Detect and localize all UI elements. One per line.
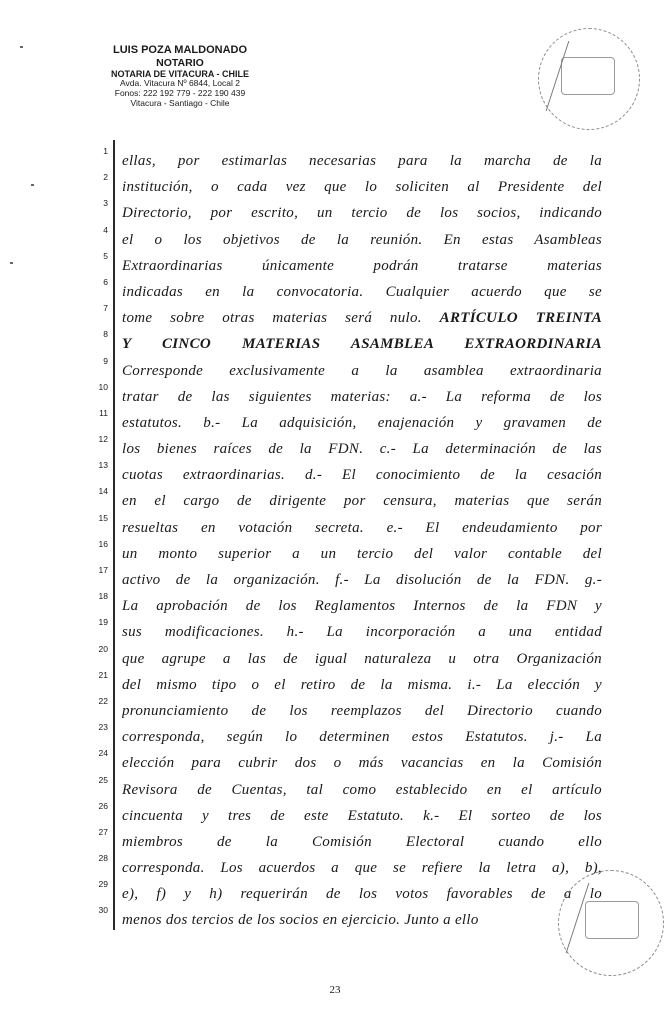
document-line xyxy=(122,541,602,567)
signature-scribble xyxy=(566,883,650,953)
line-text: indicadas en la convocatoria. Cualquier acuerdo que se xyxy=(122,283,602,300)
document-line xyxy=(122,646,602,672)
notary-header xyxy=(92,44,268,108)
article-heading: Y CINCO MATERIAS ASAMBLEA EXTRAORDINARIA xyxy=(122,336,602,353)
line-number-column xyxy=(88,146,108,932)
line-number: 22 xyxy=(98,695,108,706)
line-number: 26 xyxy=(98,800,108,811)
signature-scribble xyxy=(546,41,630,111)
notary-role: NOTARIO xyxy=(156,56,204,69)
line-number: 8 xyxy=(103,329,108,340)
line-number: 24 xyxy=(98,748,108,759)
line-text: cincuenta y tres de este Estatuto. k.- El sorteo de los xyxy=(122,807,602,824)
notary-seal-stamp-bottom xyxy=(558,870,664,976)
line-number: 20 xyxy=(98,643,108,654)
document-line xyxy=(122,148,602,174)
line-text: elección para cubrir dos o más vacancias en la Comisión xyxy=(122,755,602,772)
line-text: activo de la organización. f.- La disolución de la FDN. g.- xyxy=(122,572,602,588)
scan-speck xyxy=(20,46,23,48)
document-line xyxy=(122,672,602,698)
notary-seal-stamp xyxy=(538,28,640,130)
line-number: 5 xyxy=(103,250,108,261)
line-number: 4 xyxy=(103,224,108,235)
document-line xyxy=(122,462,602,488)
document-line xyxy=(122,750,602,776)
document-line xyxy=(122,724,602,750)
document-line xyxy=(122,200,602,226)
line-number: 23 xyxy=(98,722,108,733)
line-text: corresponda, según lo determinen estos Estatutos. j.- La xyxy=(122,729,602,746)
document-line xyxy=(122,305,602,331)
document-line xyxy=(122,384,602,410)
document-line xyxy=(122,619,602,645)
line-number: 25 xyxy=(98,774,108,785)
line-number: 19 xyxy=(98,617,108,628)
document-line xyxy=(122,777,602,803)
line-text: Corresponde exclusivamente a la asamblea extraordinaria xyxy=(122,362,602,379)
line-text: tome sobre otras materias será nulo. xyxy=(122,310,422,327)
document-line xyxy=(122,567,602,593)
line-text: menos dos tercios de los socios en ejercicio. Junto a ello xyxy=(122,912,479,929)
notary-city: Vitacura - Santiago - Chile xyxy=(130,97,230,108)
document-line xyxy=(122,174,602,200)
document-line xyxy=(122,803,602,829)
line-text: resueltas en votación secreta. e.- El endeudamiento por xyxy=(122,519,602,536)
line-number: 10 xyxy=(98,381,108,392)
document-line xyxy=(122,436,602,462)
line-number: 14 xyxy=(98,486,108,497)
line-number: 1 xyxy=(103,146,108,156)
notary-name: LUIS POZA MALDONADO xyxy=(112,44,248,56)
line-number: 21 xyxy=(98,669,108,680)
document-line xyxy=(122,593,602,619)
line-text: institución, o cada vez que lo soliciten al Presidente del xyxy=(122,179,602,196)
line-text: en el cargo de dirigente por censura, materias que serán xyxy=(122,493,602,510)
line-number: 17 xyxy=(98,565,108,575)
line-text: que agrupe a las de igual naturaleza u otra Organización xyxy=(122,650,602,667)
article-heading: ARTÍCULO TREINTA xyxy=(439,310,602,327)
line-text: del mismo tipo o el retiro de la misma. i.- La elección y xyxy=(122,676,602,693)
line-number: 13 xyxy=(98,460,108,471)
line-text: miembros de la Comisión Electoral cuando ello xyxy=(122,833,602,850)
line-text: corresponda. Los acuerdos a que se refiere la letra a), b), xyxy=(122,860,602,877)
document-line xyxy=(122,358,602,384)
document-line xyxy=(122,698,602,724)
line-number: 27 xyxy=(98,826,108,837)
line-number: 7 xyxy=(103,303,108,314)
line-text: los bienes raíces de la FDN. c.- La determinación de las xyxy=(122,441,602,458)
line-text: tratar de las siguientes materias: a.- La reforma de los xyxy=(122,388,602,405)
line-number: 3 xyxy=(103,198,108,209)
line-text: ellas, por estimarlas necesarias para la marcha de la xyxy=(122,153,602,169)
line-text: pronunciamiento de los reemplazos del Directorio cuando xyxy=(122,702,602,719)
document-body xyxy=(122,148,602,934)
notary-address: Avda. Vitacura Nº 6844, Local 2 xyxy=(120,78,240,89)
document-line xyxy=(122,855,602,881)
line-number: 29 xyxy=(98,879,108,890)
line-text: Directorio, por escrito, un tercio de los socios, indicando xyxy=(122,205,602,222)
line-number: 30 xyxy=(98,905,108,916)
line-text: e), f) y h) requerirán de los votos favorables de a lo xyxy=(122,886,602,903)
line-number: 9 xyxy=(103,355,108,366)
line-text: estatutos. b.- La adquisición, enajenación y gravamen de xyxy=(122,414,602,431)
line-text: sus modificaciones. h.- La incorporación a una entidad xyxy=(122,624,602,641)
line-number: 15 xyxy=(98,512,108,523)
line-number: 18 xyxy=(98,591,108,602)
line-text: Revisora de Cuentas, tal como establecido en el artículo xyxy=(122,781,602,798)
line-text: el o los objetivos de la reunión. En estas Asambleas xyxy=(122,231,602,248)
document-line xyxy=(122,227,602,253)
line-text: La aprobación de los Reglamentos Internos de la FDN y xyxy=(122,598,602,615)
document-line xyxy=(122,331,602,357)
line-number: 12 xyxy=(98,434,108,445)
scan-speck xyxy=(10,262,13,264)
document-line xyxy=(122,515,602,541)
line-number: 16 xyxy=(98,538,108,549)
margin-rule xyxy=(113,140,115,930)
document-line xyxy=(122,907,602,933)
document-line xyxy=(122,253,602,279)
line-number: 11 xyxy=(99,407,108,418)
document-line xyxy=(122,829,602,855)
scan-speck xyxy=(31,184,34,186)
line-number: 2 xyxy=(103,172,108,183)
line-text: Extraordinarias únicamente podrán tratarse materias xyxy=(122,257,602,274)
line-text: un monto superior a un tercio del valor contable del xyxy=(122,545,602,562)
line-text: cuotas extraordinarias. d.- El conocimiento de la cesación xyxy=(122,467,602,484)
document-line xyxy=(122,488,602,514)
notary-office: NOTARIA DE VITACURA - CHILE xyxy=(111,68,249,79)
line-number: 6 xyxy=(103,276,108,287)
document-line xyxy=(122,410,602,436)
notary-phones: Fonos: 222 192 779 - 222 190 439 xyxy=(114,87,246,98)
line-number: 28 xyxy=(98,853,108,864)
page-number: 23 xyxy=(329,984,341,996)
document-line xyxy=(122,279,602,305)
document-line xyxy=(122,881,602,907)
